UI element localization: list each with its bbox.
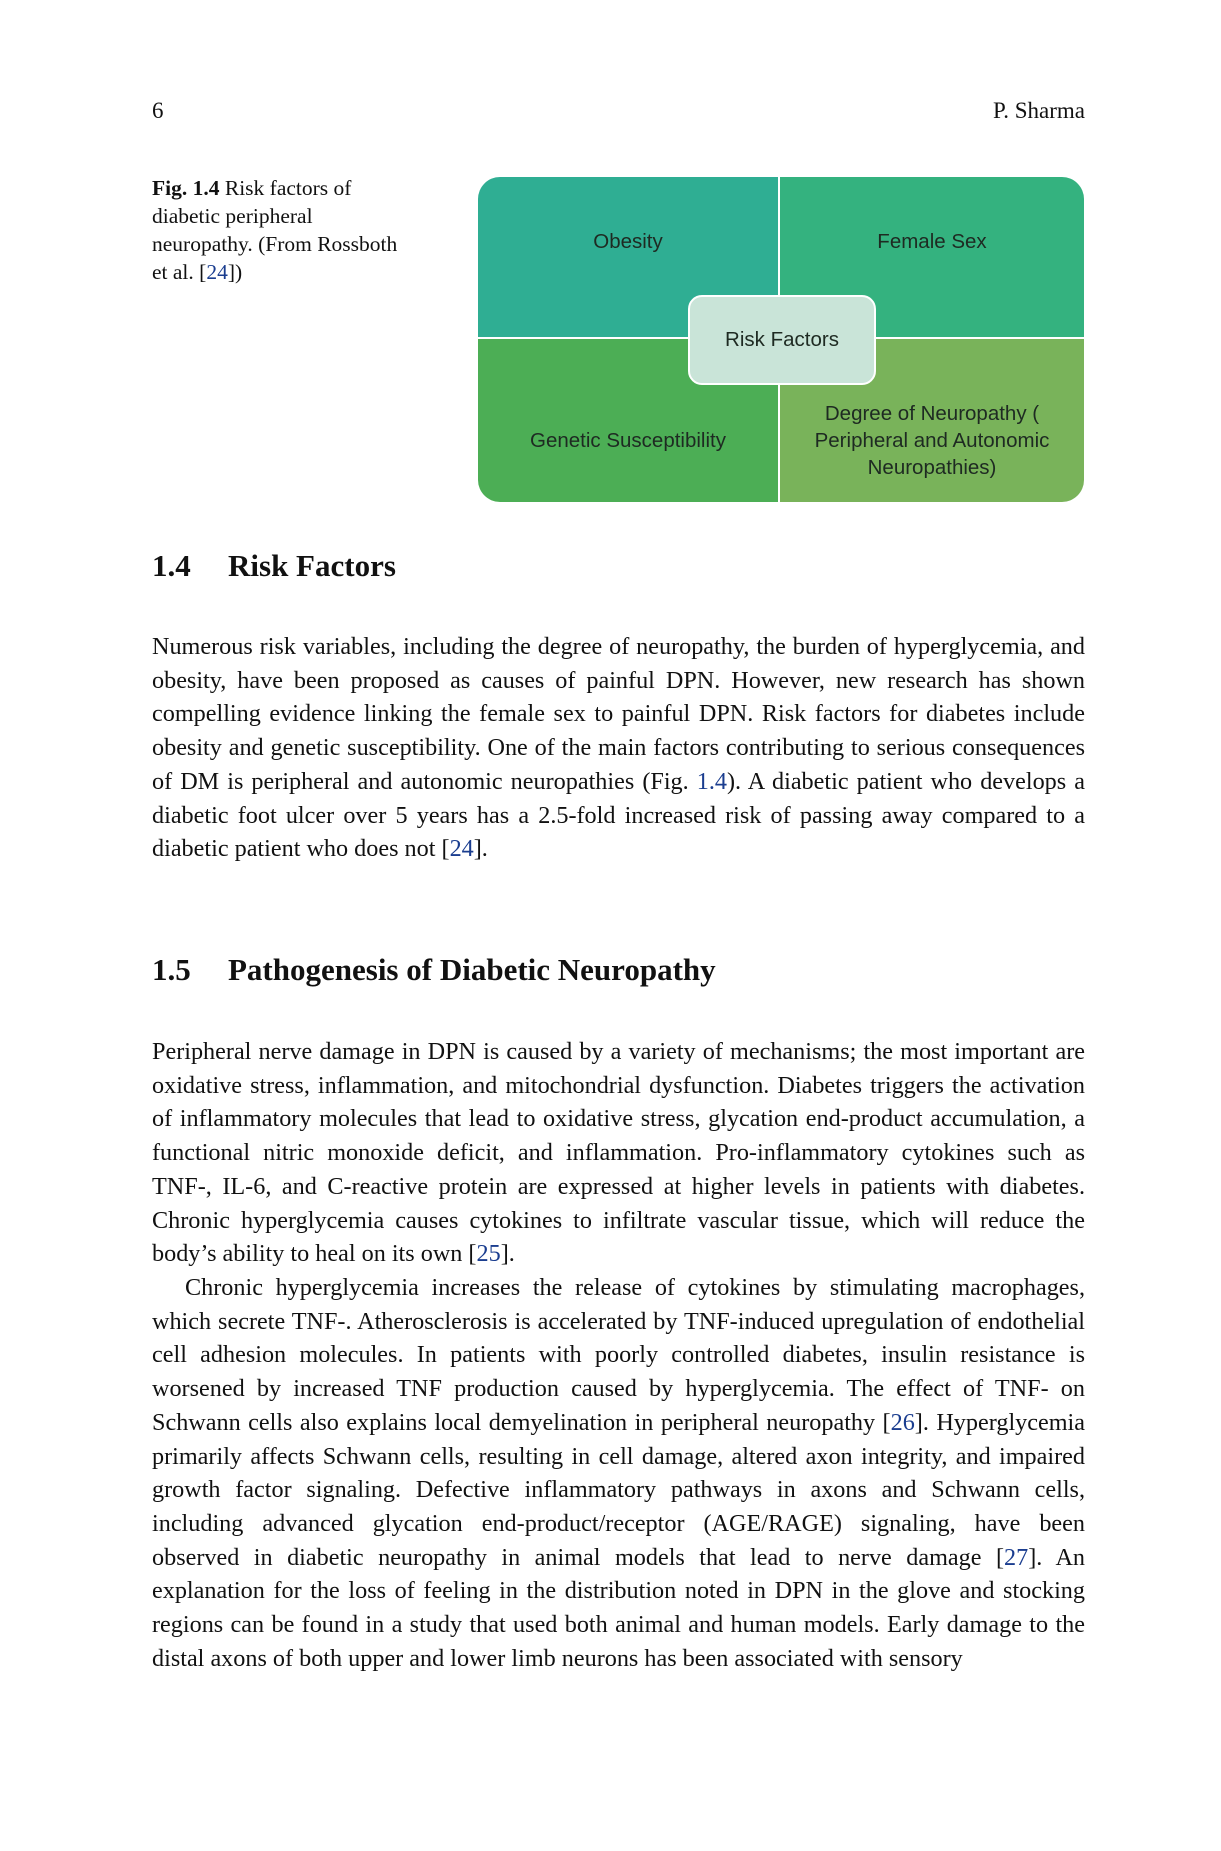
caption-text: Risk factors of diabetic peripheral neuropathy. (From Rossboth et al. [	[152, 176, 398, 284]
text-run: ].	[500, 1240, 515, 1268]
citation-link[interactable]: 24	[206, 260, 228, 284]
text-run: ]. Hyperglycemia primarily affects Schwann cells, resulting in cell damage, altered axon integrity, and impaired growth factor signaling. Defective inflammatory pathways in axons and Schwann cells, including advanced glycation end-product/receptor (AGE/RAGE) signaling, have been observed in diabetic neuropathy in animal models that lead to nerve damage [	[152, 1408, 1085, 1571]
body-paragraph	[152, 1271, 1085, 1675]
figure-link[interactable]: 1.4	[696, 767, 727, 795]
risk-factors-diagram	[478, 177, 1084, 502]
citation-link[interactable]: 24	[449, 835, 474, 863]
page-header	[152, 98, 1085, 128]
section-heading	[152, 952, 716, 988]
quadrant-label: Obesity	[593, 229, 663, 253]
quadrant-label: Degree of Neuropathy ( Peripheral and Autonomic Neuropathies)	[814, 402, 1050, 479]
text-run: ].	[473, 835, 488, 863]
body-paragraph	[152, 630, 1085, 866]
section-number: 1.4	[152, 548, 191, 583]
text-run: Chronic hyperglycemia increases the release of cytokines by stimulating macrophages, which secrete TNF-. Atherosclerosis is accelerated by TNF-induced upregulation of endothelial cell adhesion molecules. In patients with poorly controlled diabetes, insulin resistance is worsened by increased TNF production caused by hyperglycemia. The effect of TNF- on Schwann cells also explains local demyelination in peripheral neuropathy [	[152, 1274, 1085, 1436]
citation-link[interactable]: 26	[890, 1408, 915, 1436]
caption-end: ])	[227, 260, 243, 284]
section-number: 1.5	[152, 952, 191, 987]
page-number: 6	[152, 98, 164, 123]
section-title: Risk Factors	[228, 548, 396, 583]
text-run: ]. An explanation for the loss of feeling in the distribution noted in DPN in the glove and stocking regions can be found in a study that used both animal and human models. Early damage to the distal axons of both upper and lower limb neurons has been associated with sensory	[152, 1543, 1086, 1672]
body-paragraph	[152, 1035, 1085, 1271]
quadrant-label: Female Sex	[877, 229, 987, 253]
running-head-author: P. Sharma	[993, 98, 1085, 123]
section-title: Pathogenesis of Diabetic Neuropathy	[228, 952, 716, 987]
figure-label: Fig. 1.4	[152, 176, 220, 200]
text-run: Peripheral nerve damage in DPN is caused by a variety of mechanisms; the most important are oxidative stress, inflammation, and mitochondrial dysfunction. Diabetes triggers the activation of inflammatory molecules that lead to oxidative stress, glycation end-product accumulation, a functional nitric monoxide deficit, and inflammation. Pro-inflammatory cytokines such as TNF-, IL-6, and C-reactive protein are expressed at higher levels in patients with diabetes. Chronic hyperglycemia causes cytokines to infiltrate vascular tissue, which will reduce the body’s ability to heal on its own [	[152, 1038, 1085, 1268]
quadrant-label: Genetic Susceptibility	[530, 429, 726, 452]
figure-caption	[152, 174, 402, 286]
citation-link[interactable]: 25	[476, 1240, 501, 1268]
center-node: Risk Factors	[688, 295, 876, 385]
text-run: ). A diabetic patient who develops a diabetic foot ulcer over 5 years has a 2.5-fold increased risk of passing away compared to a diabetic patient who does not [	[152, 767, 1085, 863]
section-heading	[152, 548, 396, 584]
text-run: Numerous risk variables, including the degree of neuropathy, the burden of hyperglycemia, and obesity, have been proposed as causes of painful DPN. However, new research has shown compelling evidence linking the female sex to painful DPN. Risk factors for diabetes include obesity and genetic susceptibility. One of the main factors contributing to serious consequences of DM is peripheral and autonomic neuropathies (Fig.	[152, 633, 1085, 795]
citation-link[interactable]: 27	[1004, 1543, 1029, 1571]
